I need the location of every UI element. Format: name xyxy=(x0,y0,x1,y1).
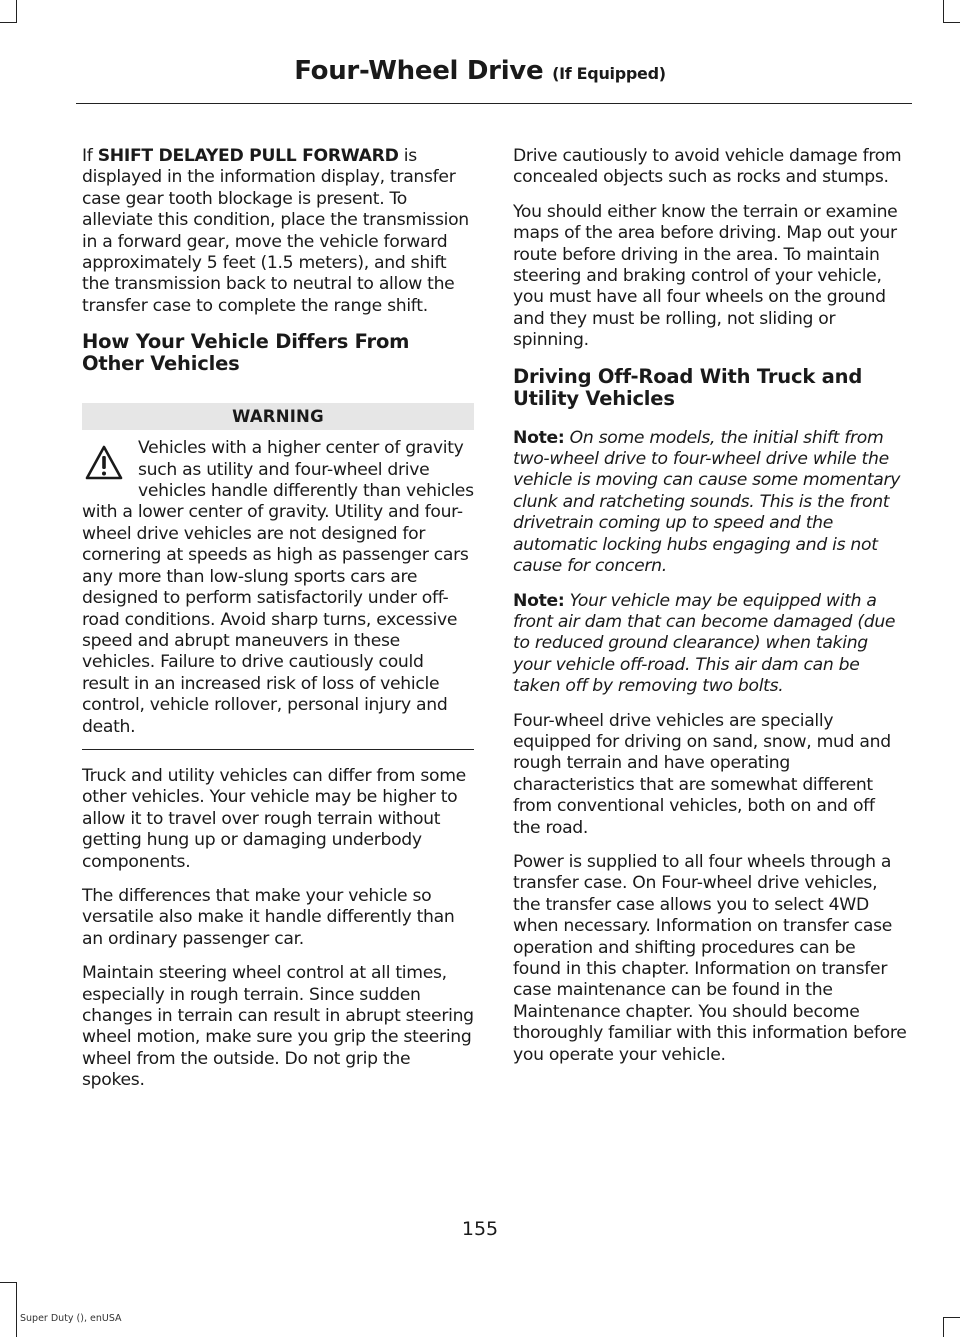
page-number: 155 xyxy=(461,1218,499,1240)
warning-header: WARNING xyxy=(82,403,474,430)
chapter-title: Four-Wheel Drive xyxy=(294,56,544,86)
footer-text: Super Duty (), enUSA xyxy=(20,1313,122,1324)
crop-mark xyxy=(943,0,944,22)
crop-mark xyxy=(943,22,960,23)
crop-mark xyxy=(0,22,17,23)
header-rule xyxy=(76,103,912,104)
crop-mark xyxy=(943,1318,944,1337)
crop-mark xyxy=(0,1282,17,1283)
warning-triangle-icon xyxy=(84,444,124,482)
text-prefix: If xyxy=(82,146,98,166)
crop-mark xyxy=(16,1282,17,1337)
paragraph: Four-wheel drive vehicles are specially equipped for driving on sand, snow, mud and rough terrain and have operating characteristics that are somewhat different from conventional vehicles, both on and off the road. xyxy=(513,710,891,838)
right-column xyxy=(513,146,907,1079)
note-label: Note: xyxy=(513,427,565,448)
paragraph: You should either know the terrain or examine maps of the area before driving. Map out your route before driving in the area. To maintain steering and braking control of your vehicle, you must have all four wheels on the ground and they must be rolling, not sliding or spinning. xyxy=(513,201,898,351)
paragraph-shift-delayed xyxy=(82,146,474,317)
paragraph: Truck and utility vehicles can differ from some other vehicles. Your vehicle may be higher to allow it to travel over rough terrain without getting hung up or damaging underbody components. xyxy=(82,765,466,872)
note-paragraph xyxy=(513,591,907,698)
text-suffix: is displayed in the information display, transfer case gear tooth blockage is present. To alleviate this condition, place the transmission in a forward gear, move the vehicle forward approximately 5 feet (1.5 meters), and shift the transmission back to neutral to allow the transfer case to complete the range shift. xyxy=(82,146,469,316)
chapter-qualifier: (If Equipped) xyxy=(552,64,666,83)
note-paragraph xyxy=(513,428,907,578)
section-heading: Driving Off-Road With Truck and Utility Vehicles xyxy=(513,364,863,410)
paragraph: The differences that make your vehicle so versatile also make it handle differently than an ordinary passenger car. xyxy=(82,885,455,949)
section-heading: How Your Vehicle Differs From Other Vehicles xyxy=(82,330,410,376)
left-column xyxy=(82,146,474,1105)
note-text: On some models, the initial shift from two-wheel drive to four-wheel drive while the vehicle is moving can cause some momentary clunk and ratcheting sounds. This is the front drivetrain coming up to speed and the automatic locking hubs engaging and is not cause for concern. xyxy=(513,427,901,577)
crop-mark xyxy=(943,1317,960,1318)
paragraph: Maintain steering wheel control at all times, especially in rough terrain. Since sudden changes in terrain can result in abrupt steering wheel motion, make sure you grip the steering wheel from the outside. Do not grip the spokes. xyxy=(82,963,474,1091)
crop-mark xyxy=(16,0,17,22)
note-label: Note: xyxy=(513,590,565,611)
paragraph: Drive cautiously to avoid vehicle damage from concealed objects such as rocks and stumps. xyxy=(513,146,902,188)
paragraph: Power is supplied to all four wheels through a transfer case. On Four-wheel drive vehicles, the transfer case allows you to select 4WD when necessary. Information on transfer case operation and shifting procedures can be found in this chapter. Information on transfer case maintenance can be found in the Maintenance chapter. You should become thoroughly familiar with this information before you operate your vehicle. xyxy=(513,851,907,1065)
note-text: Your vehicle may be equipped with a front air dam that can become damaged (due to reduced ground clearance) when taking your vehicle off-road. This air dam can be taken off by removing two bolts. xyxy=(513,590,896,697)
warning-rule xyxy=(82,749,474,750)
page-header-title xyxy=(0,56,960,86)
display-message: SHIFT DELAYED PULL FORWARD xyxy=(97,146,399,166)
warning-text: Vehicles with a higher center of gravity such as utility and four-wheel drive vehicles handle differently than vehicles with a lower center of gravity. Utility and four-wheel drive vehicles are not designed for cornering at speeds as high as passenger cars any more than low-slung sports cars are designed to perform satisfactorily under off-road conditions. Avoid sharp turns, excessive speed and abrupt maneuvers in these vehicles. Failure to drive cautiously could result in an increased risk of loss of vehicle control, vehicle rollover, personal injury and death. xyxy=(82,438,474,737)
